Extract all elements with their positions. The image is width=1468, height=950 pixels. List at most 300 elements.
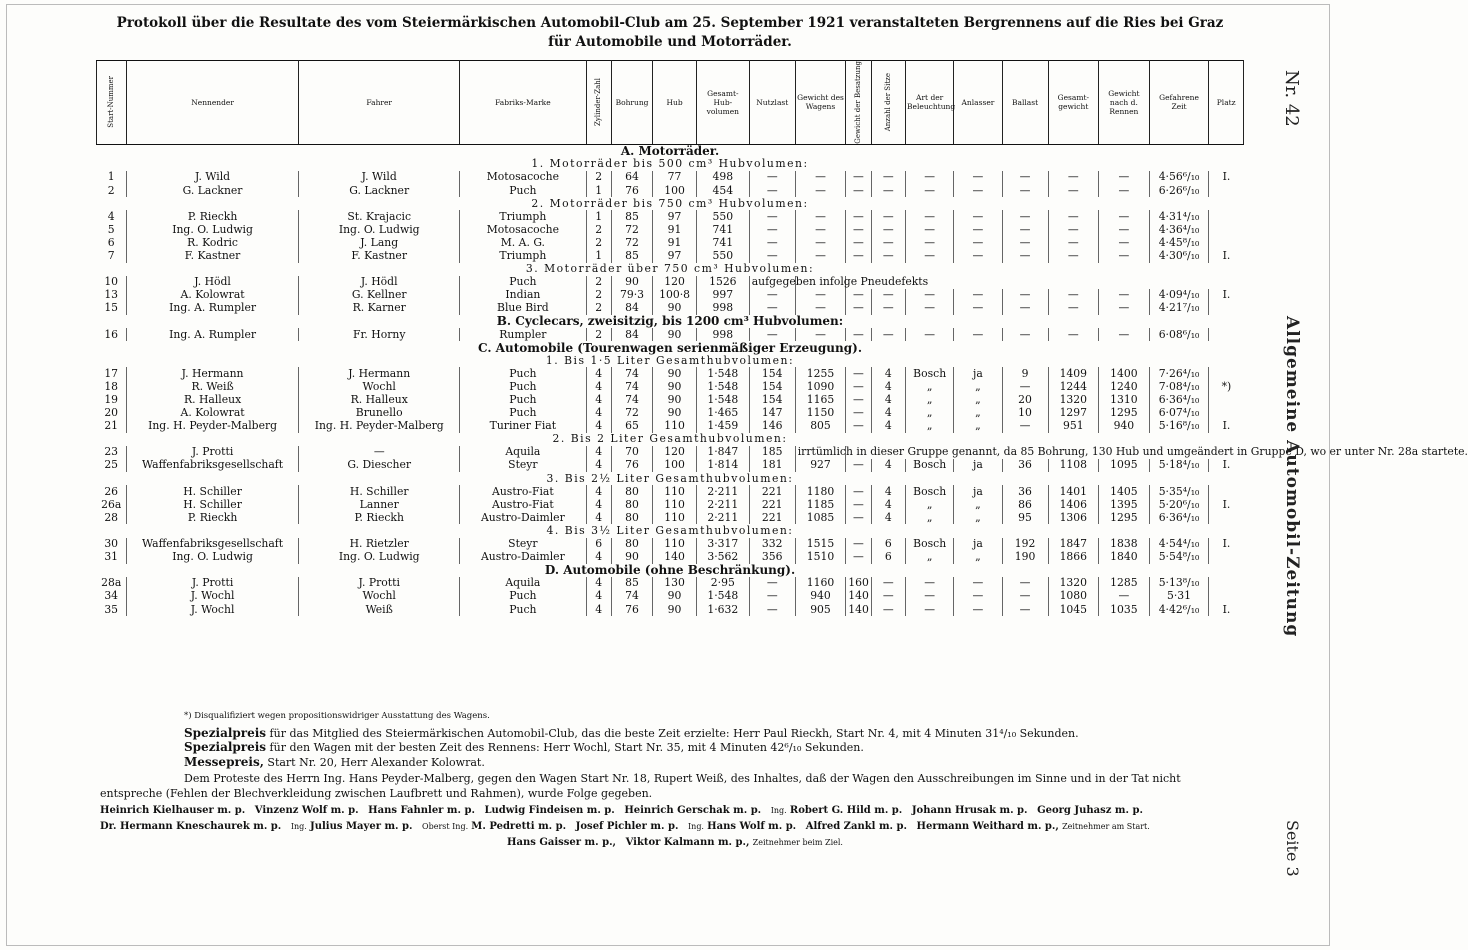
table-cell: 80 <box>611 498 652 511</box>
table-cell <box>1209 551 1244 564</box>
table-cell: 1840 <box>1099 551 1150 564</box>
title-line-2: für Automobile und Motorräder. <box>548 34 792 50</box>
table-cell: F. Kastner <box>299 249 460 262</box>
col-ballast: Ballast <box>1002 61 1048 145</box>
table-row <box>97 420 1244 433</box>
signature: Josef Pichler m. p. <box>575 821 679 832</box>
table-cell: 154 <box>749 367 795 380</box>
table-cell <box>1209 407 1244 420</box>
table-cell: 4 <box>871 498 905 511</box>
table-cell: — <box>846 289 871 302</box>
table-cell: — <box>749 223 795 236</box>
table-cell: — <box>846 302 871 315</box>
table-cell: 356 <box>749 551 795 564</box>
table-cell: 154 <box>749 393 795 406</box>
table-cell: 10 <box>1002 407 1048 420</box>
table-cell: 72 <box>611 236 652 249</box>
table-cell: 2 <box>586 302 611 315</box>
table-cell: 5·13⁸/₁₀ <box>1149 577 1209 590</box>
table-cell: Ing. A. Rumpler <box>126 302 298 315</box>
col-time: Gefahrene Zeit <box>1149 61 1209 145</box>
table-cell: Puch <box>460 367 586 380</box>
table-cell: — <box>871 223 905 236</box>
table-cell: 2 <box>586 223 611 236</box>
side-margin <box>1272 60 1302 940</box>
table-cell: 76 <box>611 184 652 197</box>
table-row <box>97 538 1244 551</box>
footnote: *) Disqualifiziert wegen propositionswidriger Ausstattung des Wagens. <box>184 711 490 721</box>
table-cell: 28a <box>101 576 122 590</box>
table-cell: „ <box>906 393 954 406</box>
table-cell: 927 <box>795 459 846 472</box>
table-cell: Motosacoche <box>460 171 586 184</box>
table-cell: 1406 <box>1048 498 1099 511</box>
table-cell: — <box>954 328 1002 341</box>
table-cell: 1160 <box>795 577 846 590</box>
table-cell: — <box>1002 210 1048 223</box>
table-cell: 74 <box>611 590 652 603</box>
table-cell: 90 <box>653 367 697 380</box>
table-cell: 36 <box>1002 459 1048 472</box>
table-cell: P. Rieckh <box>126 210 298 223</box>
table-cell: — <box>954 603 1002 616</box>
table-cell: 4 <box>871 367 905 380</box>
table-cell: — <box>846 511 871 524</box>
table-cell: 4 <box>586 367 611 380</box>
table-cell: — <box>906 249 954 262</box>
table-row <box>97 577 1244 590</box>
table-cell: 1·548 <box>696 590 749 603</box>
table-cell: — <box>954 171 1002 184</box>
col-weight: Gewicht des Wagens <box>795 61 846 145</box>
table-cell: Puch <box>460 407 586 420</box>
table-cell: „ <box>954 498 1002 511</box>
table-cell: — <box>906 223 954 236</box>
table-cell <box>1209 485 1244 498</box>
col-driver: Fahrer <box>299 61 460 145</box>
header-row <box>97 61 1244 145</box>
signature: Ing. Hans Wolf m. p. <box>688 821 797 832</box>
col-payload: Nutzlast <box>749 61 795 145</box>
table-row <box>97 171 1244 184</box>
table-cell <box>1209 511 1244 524</box>
table-cell: — <box>1099 210 1150 223</box>
signature: Alfred Zankl m. p. <box>805 821 907 832</box>
table-cell: „ <box>906 380 954 393</box>
table-cell <box>1209 590 1244 603</box>
table-cell: — <box>954 210 1002 223</box>
table-cell: — <box>871 171 905 184</box>
table-cell: — <box>795 328 846 341</box>
table-cell: — <box>1002 184 1048 197</box>
signature-line <box>100 803 1250 819</box>
table-cell: — <box>795 236 846 249</box>
table-cell: — <box>1099 236 1150 249</box>
table-cell: — <box>795 184 846 197</box>
table-cell: 6·36⁴/₁₀ <box>1149 393 1209 406</box>
table-cell: — <box>846 485 871 498</box>
table-cell: 1 <box>586 184 611 197</box>
table-cell: 741 <box>696 236 749 249</box>
table-cell: 4·45⁸/₁₀ <box>1149 236 1209 249</box>
subsection-heading: 3. Bis 2½ Liter Gesamthubvolumen: <box>546 471 794 485</box>
table-cell: Aquila <box>460 446 586 459</box>
table-cell: 1400 <box>1099 367 1150 380</box>
col-entrant: Nennender <box>126 61 298 145</box>
table-cell: 3·562 <box>696 551 749 564</box>
table-cell: — <box>846 393 871 406</box>
table-cell: ja <box>954 485 1002 498</box>
table-cell: — <box>846 380 871 393</box>
signature-line <box>100 819 1250 835</box>
table-cell: 454 <box>696 184 749 197</box>
table-cell: 2 <box>586 328 611 341</box>
table-cell: G. Lackner <box>299 184 460 197</box>
table-cell: 5·16⁸/₁₀ <box>1149 420 1209 433</box>
section-heading: A. Motorräder. <box>620 144 720 159</box>
table-row <box>97 276 1244 289</box>
table-cell: 19 <box>104 393 119 407</box>
table-cell: — <box>1048 236 1099 249</box>
col-cyl: Zylinder-Zahl <box>586 61 611 145</box>
table-cell: — <box>749 590 795 603</box>
col-total: Gesamt-gewicht <box>1048 61 1099 145</box>
table-cell: 90 <box>611 551 652 564</box>
table-cell: 1838 <box>1099 538 1150 551</box>
table-row <box>97 498 1244 511</box>
table-cell: 5 <box>107 222 115 236</box>
table-cell: 1285 <box>1099 577 1150 590</box>
table-cell: 6 <box>107 235 115 249</box>
table-cell: — <box>795 302 846 315</box>
table-cell: 6·08⁶/₁₀ <box>1149 328 1209 341</box>
table-cell: A. Kolowrat <box>126 289 298 302</box>
table-cell: H. Schiller <box>126 485 298 498</box>
table-row <box>97 236 1244 249</box>
table-cell: Puch <box>460 393 586 406</box>
table-cell: — <box>1002 236 1048 249</box>
table-cell: „ <box>954 380 1002 393</box>
table-cell: — <box>871 577 905 590</box>
table-cell <box>1209 577 1244 590</box>
table-cell: 1·548 <box>696 380 749 393</box>
table-cell: 498 <box>696 171 749 184</box>
table-cell: — <box>749 289 795 302</box>
table-cell: Ing. H. Peyder-Malberg <box>299 420 460 433</box>
table-cell: 1295 <box>1099 407 1150 420</box>
table-cell: 741 <box>696 223 749 236</box>
table-cell: — <box>906 289 954 302</box>
signature: Heinrich Gerschak m. p. <box>624 805 762 816</box>
table-cell: *) <box>1209 380 1244 393</box>
table-cell: — <box>1002 171 1048 184</box>
table-cell: — <box>1099 289 1150 302</box>
table-cell: H. Rietzler <box>299 538 460 551</box>
table-cell: 10 <box>104 275 119 289</box>
table-cell: 221 <box>749 511 795 524</box>
table-cell: 2·211 <box>696 498 749 511</box>
table-cell: — <box>846 420 871 433</box>
table-cell <box>1209 328 1244 341</box>
table-cell: 5·18⁴/₁₀ <box>1149 459 1209 472</box>
table-cell: Puch <box>460 590 586 603</box>
table-cell: 2 <box>586 236 611 249</box>
table-cell: ja <box>954 367 1002 380</box>
table-cell: 4 <box>871 380 905 393</box>
table-cell: I. <box>1209 498 1244 511</box>
table-cell: Aquila <box>460 577 586 590</box>
protest-paragraph: Dem Proteste des Herrn Ing. Hans Peyder-Malberg, gegen den Wagen Start Nr. 18, Rupert Weiß, des Inhaltes, daß der Wagen den Ausschreibungen im Sinne und in der Tat nicht entspreche (Fehlen der Blechverkleidung zwischen Laufbrett und Rahmen), wurde Folge gegeben. <box>100 772 1181 800</box>
table-cell: 95 <box>1002 511 1048 524</box>
signature: Hans Gaisser m. p., <box>507 837 617 848</box>
table-cell: — <box>1002 380 1048 393</box>
table-cell: — <box>906 302 954 315</box>
table-cell: — <box>871 236 905 249</box>
table-row <box>97 485 1244 498</box>
table-cell: J. Protti <box>126 577 298 590</box>
table-cell: — <box>795 223 846 236</box>
table-cell <box>1209 184 1244 197</box>
prize-text: für den Wagen mit der besten Zeit des Rennens: Herr Wochl, Start Nr. 35, mit 4 Minuten 42⁶/₁₀ Sekunden. <box>266 741 864 754</box>
table-cell: 91 <box>653 236 697 249</box>
table-row <box>97 511 1244 524</box>
table-cell: 26 <box>104 484 119 498</box>
table-cell: — <box>846 236 871 249</box>
table-cell: 110 <box>653 538 697 551</box>
col-lighting: Art der Beleuchtung <box>906 61 954 145</box>
table-cell: 80 <box>611 511 652 524</box>
table-cell: 4·54⁴/₁₀ <box>1149 538 1209 551</box>
table-cell <box>1209 302 1244 315</box>
table-cell: ja <box>954 459 1002 472</box>
table-cell: — <box>1002 603 1048 616</box>
table-cell: Puch <box>460 603 586 616</box>
table-cell: Wochl <box>299 380 460 393</box>
table-cell: 1180 <box>795 485 846 498</box>
table-cell: — <box>846 407 871 420</box>
table-cell: P. Rieckh <box>299 511 460 524</box>
table-cell: Bosch <box>906 459 954 472</box>
table-cell: — <box>749 249 795 262</box>
table-cell: Bosch <box>906 485 954 498</box>
table-cell: — <box>1002 590 1048 603</box>
table-cell: St. Krajacic <box>299 210 460 223</box>
table-cell: „ <box>954 407 1002 420</box>
table-cell: — <box>749 603 795 616</box>
table-cell: „ <box>906 511 954 524</box>
table-cell: 940 <box>1099 420 1150 433</box>
table-cell: — <box>954 302 1002 315</box>
table-cell: — <box>846 210 871 223</box>
table-cell: Austro-Fiat <box>460 485 586 498</box>
table-cell: 1295 <box>1099 511 1150 524</box>
table-cell: — <box>1099 184 1150 197</box>
table-cell: 905 <box>795 603 846 616</box>
table-cell: 2 <box>586 276 611 289</box>
table-cell: — <box>846 223 871 236</box>
table-cell: — <box>846 538 871 551</box>
table-cell: 35 <box>104 602 119 616</box>
table-cell: 332 <box>749 538 795 551</box>
table-cell: — <box>1099 328 1150 341</box>
table-cell: 4 <box>871 407 905 420</box>
table-cell: — <box>906 210 954 223</box>
table-cell: — <box>906 328 954 341</box>
signature: Ludwig Findeisen m. p. <box>484 805 615 816</box>
table-cell: 7·08⁴/₁₀ <box>1149 380 1209 393</box>
table-cell: 2 <box>586 171 611 184</box>
table-cell: 4 <box>586 603 611 616</box>
table-cell: 5·54⁸/₁₀ <box>1149 551 1209 564</box>
prize-text: für das Mitglied des Steiermärkischen Automobil-Club, das die beste Zeit erzielte: Herr Paul Rieckh, Start Nr. 4, mit 4 Minuten 31⁴/₁₀ Sekunden. <box>266 727 1079 740</box>
table-cell: 2 <box>107 183 115 197</box>
table-cell: 805 <box>795 420 846 433</box>
table-cell: — <box>906 590 954 603</box>
table-row <box>97 367 1244 380</box>
table-cell: 185 <box>749 446 795 459</box>
table-cell: 36 <box>1002 485 1048 498</box>
table-cell: Ing. O. Ludwig <box>299 551 460 564</box>
table-cell: — <box>1002 577 1048 590</box>
table-cell: 4·42⁶/₁₀ <box>1149 603 1209 616</box>
table-cell: — <box>795 210 846 223</box>
table-cell: I. <box>1209 289 1244 302</box>
table-cell: 84 <box>611 328 652 341</box>
table-cell: — <box>1048 184 1099 197</box>
table-cell: Ing. O. Ludwig <box>299 223 460 236</box>
table-cell: — <box>1048 328 1099 341</box>
table-cell: 1150 <box>795 407 846 420</box>
table-cell: — <box>846 459 871 472</box>
table-row <box>97 328 1244 341</box>
table-cell: 120 <box>653 276 697 289</box>
table-cell: 110 <box>653 485 697 498</box>
table-cell: 1515 <box>795 538 846 551</box>
signature: Ing. Robert G. Hild m. p. <box>770 805 903 816</box>
table-cell: 1395 <box>1099 498 1150 511</box>
signature: Georg Juhasz m. p. <box>1037 805 1143 816</box>
table-cell: 4 <box>586 577 611 590</box>
table-cell: 1320 <box>1048 577 1099 590</box>
table-cell: 1095 <box>1099 459 1150 472</box>
table-row <box>97 223 1244 236</box>
table-cell: 77 <box>653 171 697 184</box>
table-cell: — <box>871 249 905 262</box>
table-cell: 1·814 <box>696 459 749 472</box>
table-cell: Steyr <box>460 459 586 472</box>
table-cell: A. Kolowrat <box>126 407 298 420</box>
table-cell: 4 <box>586 420 611 433</box>
table-cell: 90 <box>653 393 697 406</box>
table-cell: R. Kodric <box>126 236 298 249</box>
table-cell: Ing. A. Rumpler <box>126 328 298 341</box>
table-cell: 998 <box>696 328 749 341</box>
journal-title: Allgemeine Automobil-Zeitung <box>1282 316 1302 638</box>
table-cell: — <box>871 289 905 302</box>
table-cell: — <box>846 184 871 197</box>
table-cell: 140 <box>846 590 871 603</box>
signature: Dr. Hermann Kneschaurek m. p. <box>100 821 282 832</box>
table-cell: 221 <box>749 485 795 498</box>
table-cell: 31 <box>104 550 119 564</box>
table-row <box>97 590 1244 603</box>
table-cell: 4 <box>871 485 905 498</box>
table-cell: M. A. G. <box>460 236 586 249</box>
table-cell: 90 <box>653 302 697 315</box>
table-cell: Puch <box>460 380 586 393</box>
table-cell: 1240 <box>1099 380 1150 393</box>
table-cell: I. <box>1209 459 1244 472</box>
table-row <box>97 184 1244 197</box>
prize-label: Spezialpreis <box>184 726 267 740</box>
table-cell: 6 <box>871 551 905 564</box>
subsection-heading: 2. Motorräder bis 750 cm³ Hubvolumen: <box>531 196 809 210</box>
table-cell: — <box>906 577 954 590</box>
table-cell: 64 <box>611 171 652 184</box>
table-cell: 15 <box>104 301 119 315</box>
table-cell: 86 <box>1002 498 1048 511</box>
table-cell: 190 <box>1002 551 1048 564</box>
table-cell: 4 <box>586 380 611 393</box>
table-cell: J. Hödl <box>126 276 298 289</box>
table-cell: 4 <box>586 393 611 406</box>
table-cell: 1085 <box>795 511 846 524</box>
table-row <box>97 210 1244 223</box>
table-cell: „ <box>906 407 954 420</box>
table-cell: I. <box>1209 603 1244 616</box>
table-cell: 13 <box>104 288 119 302</box>
table-cell: 1·632 <box>696 603 749 616</box>
table-cell: 5·20⁶/₁₀ <box>1149 498 1209 511</box>
table-cell: — <box>954 289 1002 302</box>
table-row <box>97 459 1244 472</box>
table-cell: Motosacoche <box>460 223 586 236</box>
table-cell: — <box>1099 171 1150 184</box>
table-cell: 85 <box>611 577 652 590</box>
table-cell: 1510 <box>795 551 846 564</box>
subsection-heading: 2. Bis 2 Liter Gesamthubvolumen: <box>552 432 788 446</box>
table-cell: Lanner <box>299 498 460 511</box>
table-cell: 4 <box>586 590 611 603</box>
table-cell: — <box>954 184 1002 197</box>
table-cell: Triumph <box>460 249 586 262</box>
table-cell: 97 <box>653 249 697 262</box>
table-cell: 90 <box>653 407 697 420</box>
table-cell: 1185 <box>795 498 846 511</box>
table-cell: 1320 <box>1048 393 1099 406</box>
prize-line <box>184 740 864 755</box>
table-row <box>97 380 1244 393</box>
table-cell: J. Protti <box>299 577 460 590</box>
table-cell: — <box>1048 302 1099 315</box>
table-cell: 25 <box>104 458 119 472</box>
table-cell: 147 <box>749 407 795 420</box>
table-cell: „ <box>954 511 1002 524</box>
table-row <box>97 302 1244 315</box>
table-cell: 1401 <box>1048 485 1099 498</box>
table-cell: 4 <box>871 511 905 524</box>
table-cell: Austro-Daimler <box>460 511 586 524</box>
table-cell <box>1209 236 1244 249</box>
table-cell: Indian <box>460 289 586 302</box>
table-cell: — <box>871 590 905 603</box>
table-cell: 997 <box>696 289 749 302</box>
table-cell: 1306 <box>1048 511 1099 524</box>
table-cell: 154 <box>749 380 795 393</box>
table-cell: — <box>906 184 954 197</box>
table-cell: — <box>1048 289 1099 302</box>
table-cell: 192 <box>1002 538 1048 551</box>
